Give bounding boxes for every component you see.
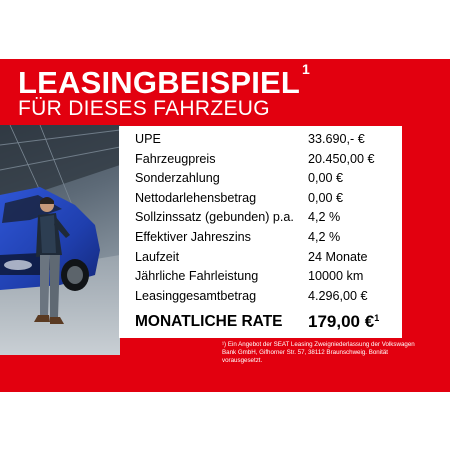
legal-footnote: ¹) Ein Angebot der SEAT Leasing Zweigniederlassung der Volkswagen Bank GmbH, Gifhorner Str. 57, 38112 Braunschweig. Bonität vorausgesetzt.	[222, 341, 415, 365]
row-leasinggesamtbetrag	[135, 287, 395, 307]
row-label: UPE	[135, 132, 161, 146]
row-label: Leasinggesamtbetrag	[135, 288, 257, 303]
row-label: Sonderzahlung	[135, 171, 220, 186]
row-value: 33.690,- €	[308, 132, 365, 146]
row-fahrzeugpreis	[135, 150, 395, 170]
row-nettodarlehensbetrag	[135, 189, 395, 209]
monthly-rate-label: MONATLICHE RATE	[135, 313, 283, 330]
page-title	[18, 61, 311, 101]
row-upe	[135, 130, 395, 150]
row-value: 4.296,00 €	[308, 288, 368, 303]
row-value: 20.450,00 €	[308, 151, 375, 166]
page-subtitle: FÜR DIESES FAHRZEUG	[18, 97, 270, 120]
leasing-rows	[135, 130, 395, 306]
title-text: LEASINGBEISPIEL	[18, 65, 301, 100]
monthly-rate-value	[308, 312, 379, 332]
row-value: 4,2 %	[308, 229, 341, 244]
row-jaehrliche-fahrleistung	[135, 267, 395, 287]
monthly-rate-amount: 179,00 €	[308, 312, 375, 331]
title-footnote-mark: 1	[302, 61, 311, 77]
row-label: Laufzeit	[135, 249, 180, 264]
row-label: Fahrzeugpreis	[135, 151, 216, 166]
row-label: Effektiver Jahreszins	[135, 229, 251, 244]
row-value: 24 Monate	[308, 249, 368, 264]
row-value: 0,00 €	[308, 171, 344, 186]
row-sollzinssatz	[135, 208, 395, 228]
car-with-man-photo-icon	[0, 125, 120, 355]
row-value: 0,00 €	[308, 190, 344, 205]
row-laufzeit	[135, 248, 395, 268]
row-label: Sollzinssatz (gebunden) p.a.	[135, 210, 294, 225]
row-effektiver-jahreszins	[135, 228, 395, 248]
car-photo	[0, 125, 120, 355]
row-value: 4,2 %	[308, 210, 341, 225]
rate-footnote-mark: 1	[374, 313, 380, 323]
row-value: 10000 km	[308, 269, 364, 284]
row-sonderzahlung	[135, 169, 395, 189]
row-label: Jährliche Fahrleistung	[135, 269, 259, 284]
row-label: Nettodarlehensbetrag	[135, 190, 257, 205]
monthly-rate-row	[135, 313, 400, 335]
